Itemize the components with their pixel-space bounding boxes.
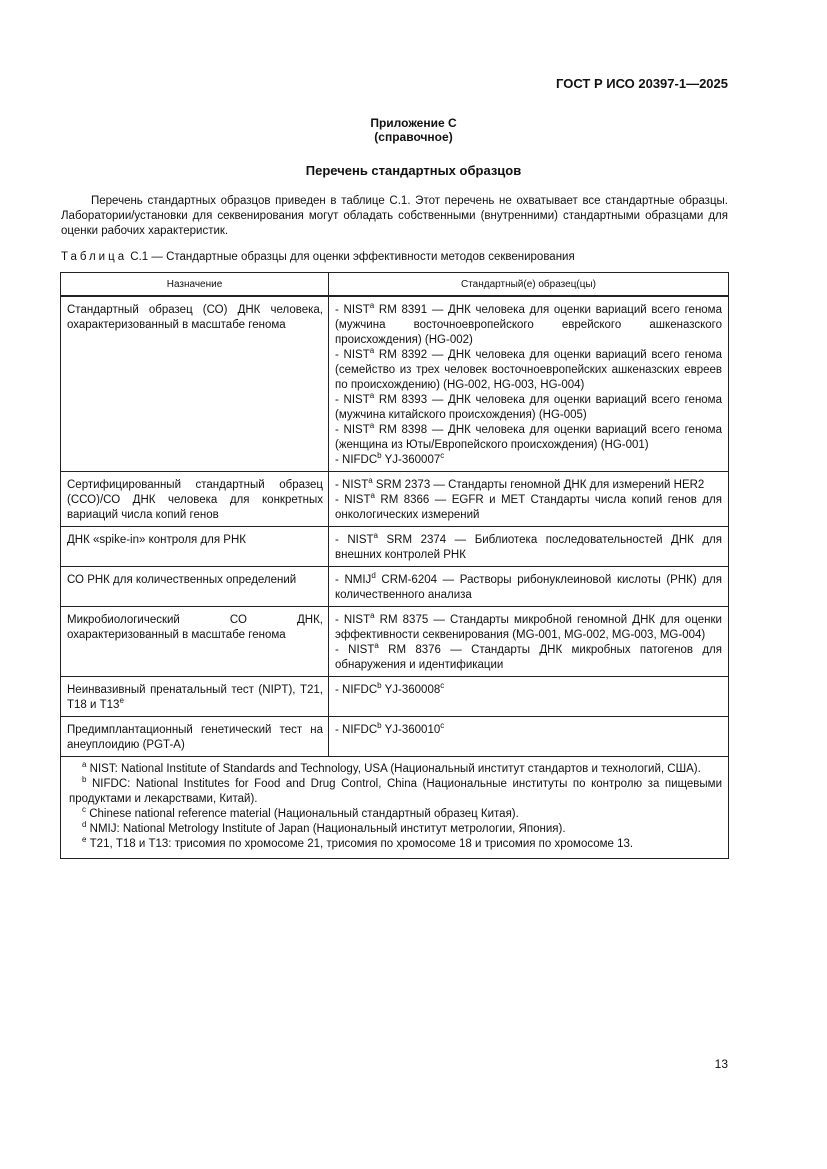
footnote-marker: b <box>377 681 382 691</box>
footnote-marker: b <box>377 451 382 461</box>
reference-text: RM 8393 — ДНК человека для оценки вариаций всего генома (мужчина китайского происхождения) (HG-005) <box>335 394 722 421</box>
section-heading: Перечень стандартных образцов <box>305 163 522 178</box>
table-row <box>61 677 729 717</box>
table-row <box>61 527 729 567</box>
reference-text: SRM 2374 — Библиотека последовательностей ДНК для внешних контролей РНК <box>335 534 722 561</box>
reference-cell <box>329 472 729 527</box>
footnote-text: NIST: National Institute of Standards and Technology, USA (Национальный институт стандартов и технологий, США). <box>86 763 701 775</box>
footnote-marker: a <box>369 391 375 401</box>
reference-cell <box>329 717 729 757</box>
footnote-marker: c <box>440 681 445 691</box>
reference-item <box>335 643 722 673</box>
appendix-subtitle: (справочное) <box>374 130 453 144</box>
reference-source: - NIST <box>335 304 370 316</box>
purpose-cell <box>61 296 329 472</box>
footnote-marker: a <box>368 476 373 486</box>
reference-source: - NIST <box>335 644 375 656</box>
reference-item <box>335 348 722 393</box>
reference-text: RM 8391 — ДНК человека для оценки вариаций всего генома (мужчина восточноевропейского еврейского ашкеназского происхождения) (HG-002) <box>335 304 722 346</box>
reference-text: RM 8366 — EGFR и MET Стандарты числа копий генов для онкологических измерений <box>335 494 722 521</box>
reference-item <box>335 683 722 698</box>
reference-cell <box>329 527 729 567</box>
footnote-marker: b <box>377 721 382 731</box>
reference-source: - NIFDC <box>335 684 378 696</box>
reference-item <box>335 573 722 603</box>
table-caption <box>61 251 728 263</box>
footnote-marker: a <box>374 641 379 651</box>
table-caption-text: С.1 — Стандартные образцы для оценки эффективности методов секвенирования <box>130 251 575 263</box>
reference-item <box>335 303 722 348</box>
column-header-purpose: Назначение <box>61 273 329 297</box>
purpose-text: Предимплантационный генетический тест на анеуплоидию (PGT-A) <box>67 724 323 751</box>
reference-item <box>335 393 722 423</box>
purpose-cell <box>61 527 329 567</box>
footnote-marker: a <box>373 531 378 541</box>
reference-text: YJ-360008 <box>381 684 441 696</box>
reference-source: - NIST <box>335 394 370 406</box>
document-code: ГОСТ Р ИСО 20397-1—2025 <box>556 76 728 91</box>
reference-text: RM 8392 — ДНК человека для оценки вариаций всего генома (семейство из трех человек восточноевропейских ашкеназских евреев по происхождению) (HG-002, HG-003, HG-004) <box>335 349 722 391</box>
purpose-cell <box>61 677 329 717</box>
reference-item <box>335 613 722 643</box>
reference-item <box>335 533 722 563</box>
table-header-row <box>61 273 729 297</box>
footnote-mark: e <box>82 835 87 845</box>
footnote-mark: a <box>82 760 87 770</box>
footnote-marker: d <box>371 571 376 581</box>
purpose-text: Сертифицированный стандартный образец (ССО)/СО ДНК человека для конкретных вариаций числа копий генов <box>67 479 323 521</box>
reference-item <box>335 423 722 453</box>
page-number: 13 <box>714 1057 728 1071</box>
reference-source: - NMIJ <box>335 574 372 586</box>
reference-item <box>335 493 722 523</box>
footnote-mark: d <box>82 820 87 830</box>
purpose-cell <box>61 472 329 527</box>
footnotes-row <box>61 757 729 859</box>
appendix-title: Приложение С <box>370 116 457 130</box>
table-row <box>61 472 729 527</box>
table-row <box>61 296 729 472</box>
reference-cell <box>329 607 729 677</box>
purpose-text: ДНК «spike-in» контроля для РНК <box>67 534 246 546</box>
reference-cell <box>329 296 729 472</box>
footnote-mark: b <box>82 775 87 785</box>
reference-source: - NIST <box>335 494 371 506</box>
reference-text: YJ-360007 <box>381 454 441 466</box>
reference-source: - NIST <box>335 424 370 436</box>
footnote-text: NIFDC: National Institutes for Food and Drug Control, China (Национальные институты по контролю за пищевыми продуктами и лекарствами, Китай). <box>69 778 722 805</box>
purpose-cell <box>61 607 329 677</box>
reference-cell <box>329 567 729 607</box>
reference-text: CRM-6204 — Растворы рибонуклеиновой кислоты (РНК) для количественного анализа <box>335 574 722 601</box>
reference-text: YJ-360010 <box>381 724 441 736</box>
reference-item <box>335 478 722 493</box>
footnote-marker: a <box>370 611 375 621</box>
table-body <box>61 296 729 757</box>
footnote-text: Т21, Т18 и Т13: трисомия по хромосоме 21, трисомия по хромосоме 18 и трисомия по хромосоме 13. <box>86 838 634 850</box>
footnote-marker: c <box>440 721 445 731</box>
reference-source: - NIST <box>335 534 374 546</box>
footnote <box>69 822 722 837</box>
reference-item <box>335 453 722 468</box>
purpose-cell <box>61 717 329 757</box>
reference-source: - NIST <box>335 614 371 626</box>
purpose-text: Неинвазивный пренатальный тест (NIPT), Т21, Т18 и Т13 <box>67 684 323 711</box>
footnote <box>69 807 722 822</box>
reference-source: - NIST <box>335 479 369 491</box>
footnote-marker: c <box>440 451 445 461</box>
footnote-mark: c <box>82 805 86 815</box>
appendix-heading <box>0 116 827 144</box>
table-row <box>61 567 729 607</box>
footnote-text: NMIJ: National Metrology Institute of Japan (Национальный институт метрологии, Япония). <box>86 823 566 835</box>
purpose-cell <box>61 567 329 607</box>
reference-text: RM 8375 — Стандарты микробной геномной ДНК для оценки эффективности секвенирования (MG-001, MG-002, MG-003, MG-004) <box>335 614 722 641</box>
reference-item <box>335 723 722 738</box>
footnotes-cell <box>61 757 729 859</box>
table-label: Таблица <box>61 251 128 263</box>
reference-source: - NIST <box>335 349 370 361</box>
footnote-marker: e <box>119 696 124 706</box>
reference-cell <box>329 677 729 717</box>
footnote-marker: a <box>369 301 375 311</box>
purpose-text: Микробиологический СО ДНК, охарактеризованный в масштабе генома <box>67 614 323 641</box>
footnote-text: Chinese national reference material (Национальный стандартный образец Китая). <box>86 808 519 820</box>
footnote-marker: a <box>369 421 375 431</box>
reference-text: RM 8398 — ДНК человека для оценки вариаций всего генома (женщина из Юты/Европейского происхождения) (HG-001) <box>335 424 722 451</box>
table-row <box>61 607 729 677</box>
table-row <box>61 717 729 757</box>
reference-source: - NIFDC <box>335 724 378 736</box>
footnote <box>69 762 722 777</box>
footnote <box>69 837 722 852</box>
standards-table <box>60 272 729 859</box>
footnote <box>69 777 722 807</box>
reference-source: - NIFDC <box>335 454 378 466</box>
reference-text: SRM 2373 — Стандарты геномной ДНК для измерений HER2 <box>372 479 705 491</box>
footnote-marker: a <box>369 346 375 356</box>
column-header-refs: Стандартный(е) образец(цы) <box>329 273 729 297</box>
purpose-text: СО РНК для количественных определений <box>67 574 297 586</box>
footnote-marker: a <box>370 491 375 501</box>
intro-paragraph: Перечень стандартных образцов приведен в таблице С.1. Этот перечень не охватывает все стандартные образцы. Лаборатории/установки для секвенирования могут обладать собственными (внутренними) стандартными образцами для оценки рабочих характеристик. <box>61 195 728 237</box>
reference-text: RM 8376 — Стандарты ДНК микробных патогенов для обнаружения и идентификации <box>335 644 722 671</box>
purpose-text: Стандартный образец (СО) ДНК человека, охарактеризованный в масштабе генома <box>67 304 323 331</box>
